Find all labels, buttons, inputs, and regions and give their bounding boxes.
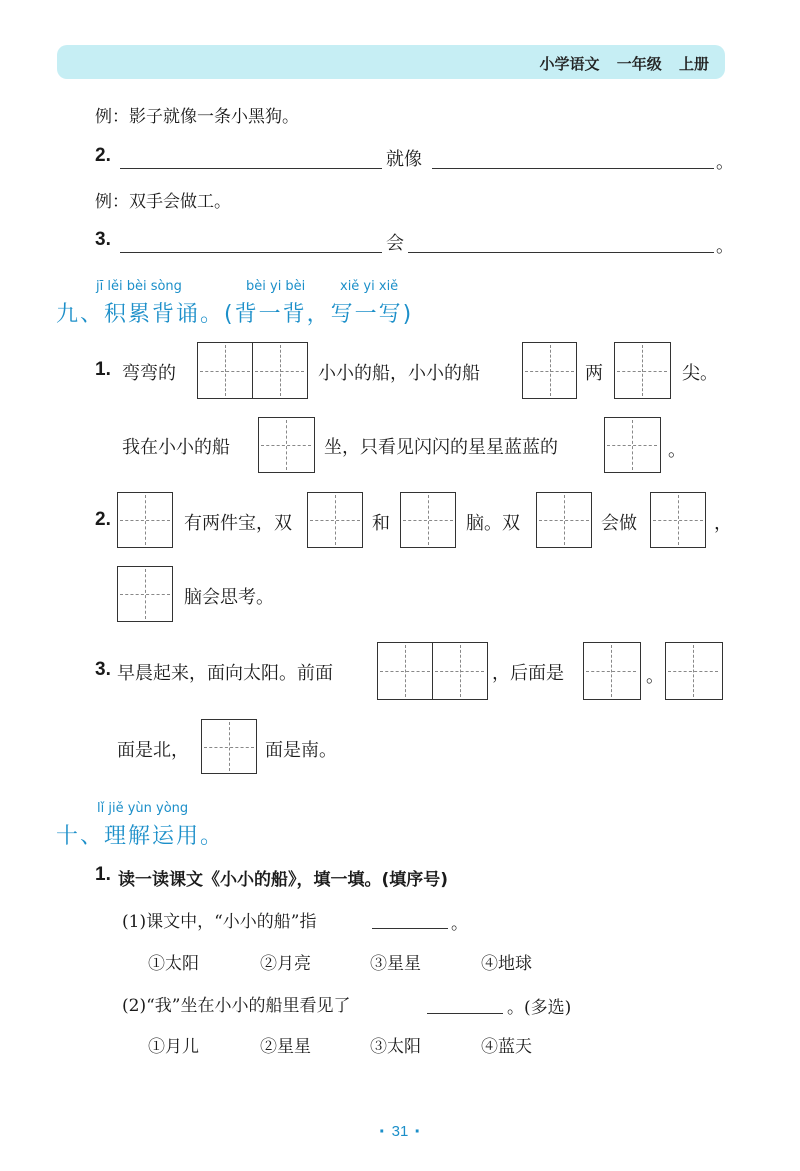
page-number-value: 31 xyxy=(391,1123,409,1140)
sec9-q2-text-4: 会做 xyxy=(601,513,637,534)
answer-box[interactable] xyxy=(604,417,661,473)
header-volume: 上册 xyxy=(678,55,709,73)
q2-number: 2. xyxy=(95,145,111,166)
header-grade: 一年级 xyxy=(616,55,662,73)
sec9-q3-text-1: 早晨起来，面向太阳。前面 xyxy=(117,663,333,684)
sec9-pinyin-1: jī lěi bèi sòng xyxy=(96,279,182,294)
answer-box[interactable] xyxy=(583,642,641,700)
answer-box-2char[interactable] xyxy=(197,342,308,399)
q2-end: 。 xyxy=(716,152,734,173)
q3-answer-line-2[interactable] xyxy=(408,252,714,253)
sec9-title: 九、积累背诵。(背一背，写一写) xyxy=(56,302,414,327)
sec9-q2-number: 2. xyxy=(95,509,111,530)
example-2: 例：影子就像一条小黑狗。 xyxy=(95,107,299,127)
sec9-q1-text-3: 两 xyxy=(585,363,603,384)
answer-box[interactable] xyxy=(201,719,257,774)
sec9-q2-text-2: 和 xyxy=(372,513,390,534)
sub1-option-4[interactable]: ④地球 xyxy=(481,954,532,974)
sub2-option-4[interactable]: ④蓝天 xyxy=(481,1037,532,1057)
answer-box[interactable] xyxy=(117,492,173,548)
sub1-option-1[interactable]: ①太阳 xyxy=(148,954,199,974)
sec9-pinyin-3: xiě yi xiě xyxy=(340,279,399,294)
sec9-q3-text-5: 面是南。 xyxy=(265,740,337,761)
sec10-q1-text: 读一读课文《小小的船》，填一填。(填序号) xyxy=(118,870,449,890)
sec10-title: 十、理解运用。 xyxy=(56,824,225,849)
q2-word: 就像 xyxy=(386,149,422,170)
header-bar xyxy=(57,45,725,79)
sec9-q1-number: 1. xyxy=(95,359,111,380)
answer-box[interactable] xyxy=(117,566,173,622)
answer-box-2char[interactable] xyxy=(377,642,488,700)
answer-box[interactable] xyxy=(400,492,456,548)
sec10-pinyin: lǐ jiě yùn yòng xyxy=(97,801,189,816)
answer-box[interactable] xyxy=(536,492,592,548)
sec9-q1-text-5: 我在小小的船 xyxy=(122,437,230,458)
q2-answer-line-2[interactable] xyxy=(432,168,714,169)
sec9-q2-text-5: ， xyxy=(714,513,732,534)
answer-box[interactable] xyxy=(614,342,671,399)
answer-box[interactable] xyxy=(258,417,315,473)
sec9-q3-number: 3. xyxy=(95,659,111,680)
sec9-q1-text-4: 尖。 xyxy=(682,363,718,384)
sec9-q2-text-3: 脑。双 xyxy=(466,513,520,534)
sub2-option-1[interactable]: ①月儿 xyxy=(148,1037,199,1057)
answer-box[interactable] xyxy=(665,642,723,700)
sec9-q1-text-7: 。 xyxy=(668,440,686,461)
sec10-sub1-end: 。 xyxy=(451,914,468,934)
sub1-option-3[interactable]: ③星星 xyxy=(370,954,421,974)
sec9-q2-text-1: 有两件宝，双 xyxy=(184,513,292,534)
header-subject: 小学语文 xyxy=(539,55,600,73)
sec9-q1-text-6: 坐，只看见闪闪的星星蓝蓝的 xyxy=(324,437,558,458)
sec9-q2-text-6: 脑会思考。 xyxy=(184,587,274,608)
sec10-sub2-end: 。(多选) xyxy=(507,998,572,1018)
sub2-option-3[interactable]: ③太阳 xyxy=(370,1037,421,1057)
q2-answer-line-1[interactable] xyxy=(120,168,382,169)
answer-box[interactable] xyxy=(522,342,577,399)
q3-answer-line-1[interactable] xyxy=(120,252,382,253)
example-3: 例：双手会做工。 xyxy=(95,192,231,212)
answer-box[interactable] xyxy=(307,492,363,548)
sec10-q1-number: 1. xyxy=(95,864,111,885)
sub2-option-2[interactable]: ②星星 xyxy=(260,1037,311,1057)
answer-box[interactable] xyxy=(650,492,706,548)
sec9-q3-text-3: 。 xyxy=(646,666,664,687)
q3-word: 会 xyxy=(386,233,404,254)
header-text xyxy=(527,53,709,74)
sub2-answer-line[interactable] xyxy=(427,1013,503,1014)
sec10-sub2: (2)“我”坐在小小的船里看见了 xyxy=(122,996,351,1016)
sec9-q1-text-1: 弯弯的 xyxy=(122,363,176,384)
sec9-pinyin-2: bèi yi bèi xyxy=(246,279,306,294)
page-number: · 31 · xyxy=(378,1121,422,1143)
sub1-answer-line[interactable] xyxy=(372,928,448,929)
sub1-option-2[interactable]: ②月亮 xyxy=(260,954,311,974)
sec9-q3-text-2: ，后面是 xyxy=(492,663,564,684)
sec9-q3-text-4: 面是北， xyxy=(117,740,189,761)
q3-end: 。 xyxy=(716,236,734,257)
q3-number: 3. xyxy=(95,229,111,250)
sec9-q1-text-2: 小小的船，小小的船 xyxy=(318,363,480,384)
sec10-sub1: (1)课文中，“小小的船”指 xyxy=(122,912,317,932)
